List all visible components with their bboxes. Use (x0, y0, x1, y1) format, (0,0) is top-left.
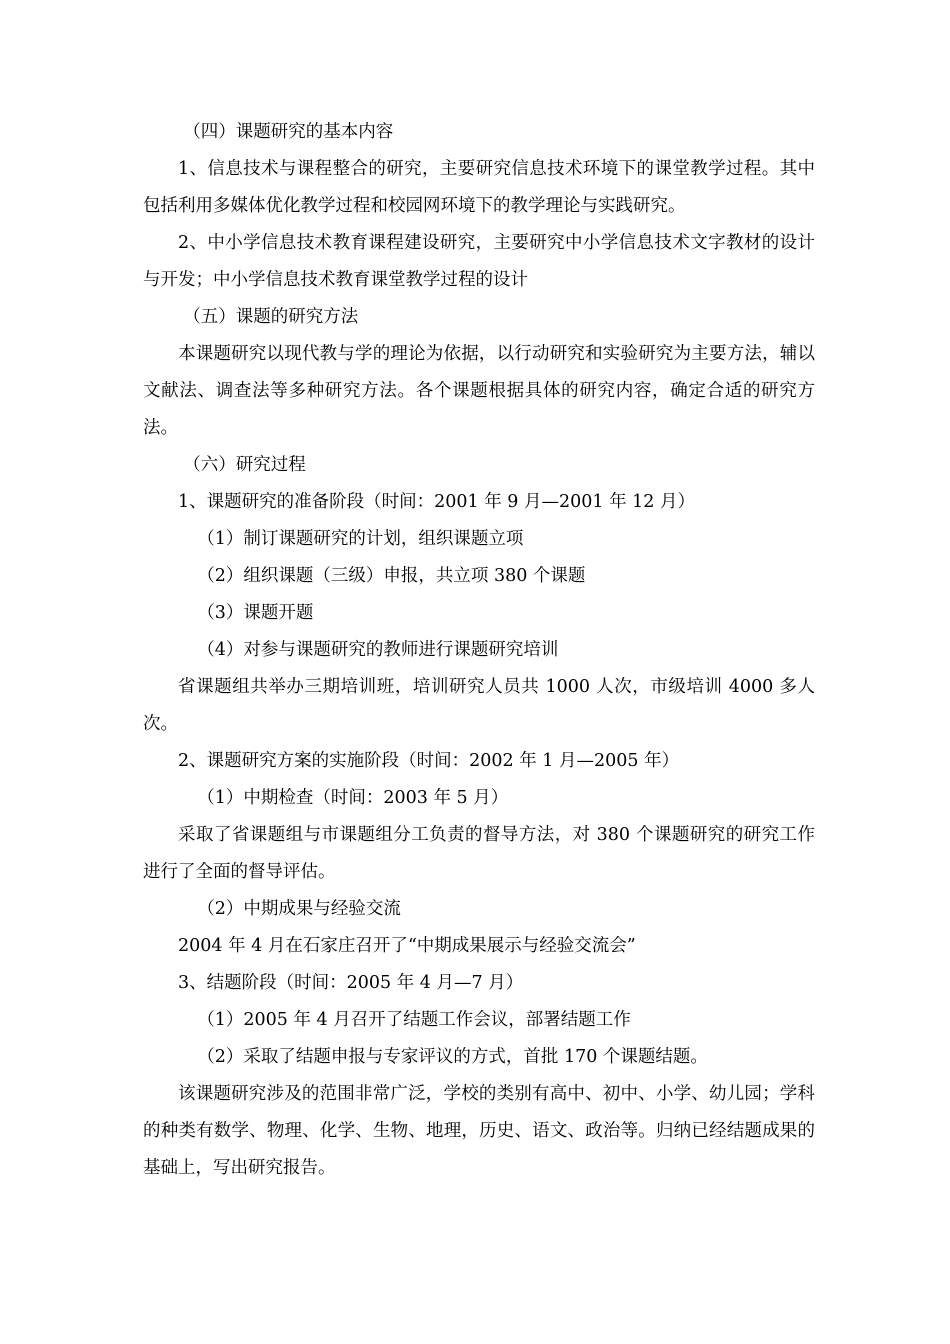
paragraph-method: 本课题研究以现代教与学的理论为依据，以行动研究和实验研究为主要方法，辅以文献法、调查法等多种研究方法。各个课题根据具体的研究内容，确定合适的研究方法。 (143, 344, 815, 438)
list-item-stage1-2: （2）组织课题（三级）申报，共立项 380 个课题 (197, 566, 586, 586)
section-heading-6: （六）研究过程 (183, 455, 306, 475)
list-item-stage1-1: （1）制订课题研究的计划，组织课题立项 (197, 529, 524, 549)
paragraph-training: 省课题组共举办三期培训班，培训研究人员共 1000 人次，市级培训 4000 多人次。 (143, 677, 815, 734)
list-item-stage3-2: （2）采取了结题申报与专家评议的方式，首批 170 个课题结题。 (197, 1047, 708, 1067)
paragraph-supervision: 采取了省课题组与市课题组分工负责的督导方法，对 380 个课题研究的研究工作进行了全面的督导评估。 (143, 825, 815, 882)
list-item-stage3-1: （1）2005 年 4 月召开了结题工作会议，部署结题工作 (197, 1010, 631, 1030)
list-item-stage1-3: （3）课题开题 (197, 603, 314, 623)
section-heading-4: （四）课题研究的基本内容 (183, 122, 394, 142)
paragraph-stage-1: 1、课题研究的准备阶段（时间：2001 年 9 月—2001 年 12 月） (178, 492, 695, 512)
paragraph-content-1: 1、信息技术与课程整合的研究，主要研究信息技术环境下的课堂教学过程。其中包括利用多媒体优化教学过程和校园网环境下的教学理论与实践研究。 (143, 159, 815, 216)
paragraph-stage-3: 3、结题阶段（时间：2005 年 4 月—7 月） (178, 973, 524, 993)
section-heading-5: （五）课题的研究方法 (183, 307, 359, 327)
paragraph-stage-2: 2、课题研究方案的实施阶段（时间：2002 年 1 月—2005 年） (178, 751, 680, 771)
list-item-stage2-2: （2）中期成果与经验交流 (197, 899, 401, 919)
paragraph-summary: 该课题研究涉及的范围非常广泛，学校的类别有高中、初中、小学、幼儿园；学科的种类有数学、物理、化学、生物、地理，历史、语文、政治等。归纳已经结题成果的基础上，写出研究报告。 (143, 1084, 815, 1178)
document-body (143, 114, 815, 1187)
paragraph-exchange-meeting: 2004 年 4 月在石家庄召开了“中期成果展示与经验交流会” (178, 936, 636, 956)
list-item-stage1-4: （4）对参与课题研究的教师进行课题研究培训 (197, 640, 559, 660)
paragraph-content-2: 2、中小学信息技术教育课程建设研究，主要研究中小学信息技术文字教材的设计与开发；中小学信息技术教育课堂教学过程的设计 (143, 233, 815, 290)
list-item-stage2-1: （1）中期检查（时间：2003 年 5 月） (197, 788, 509, 808)
